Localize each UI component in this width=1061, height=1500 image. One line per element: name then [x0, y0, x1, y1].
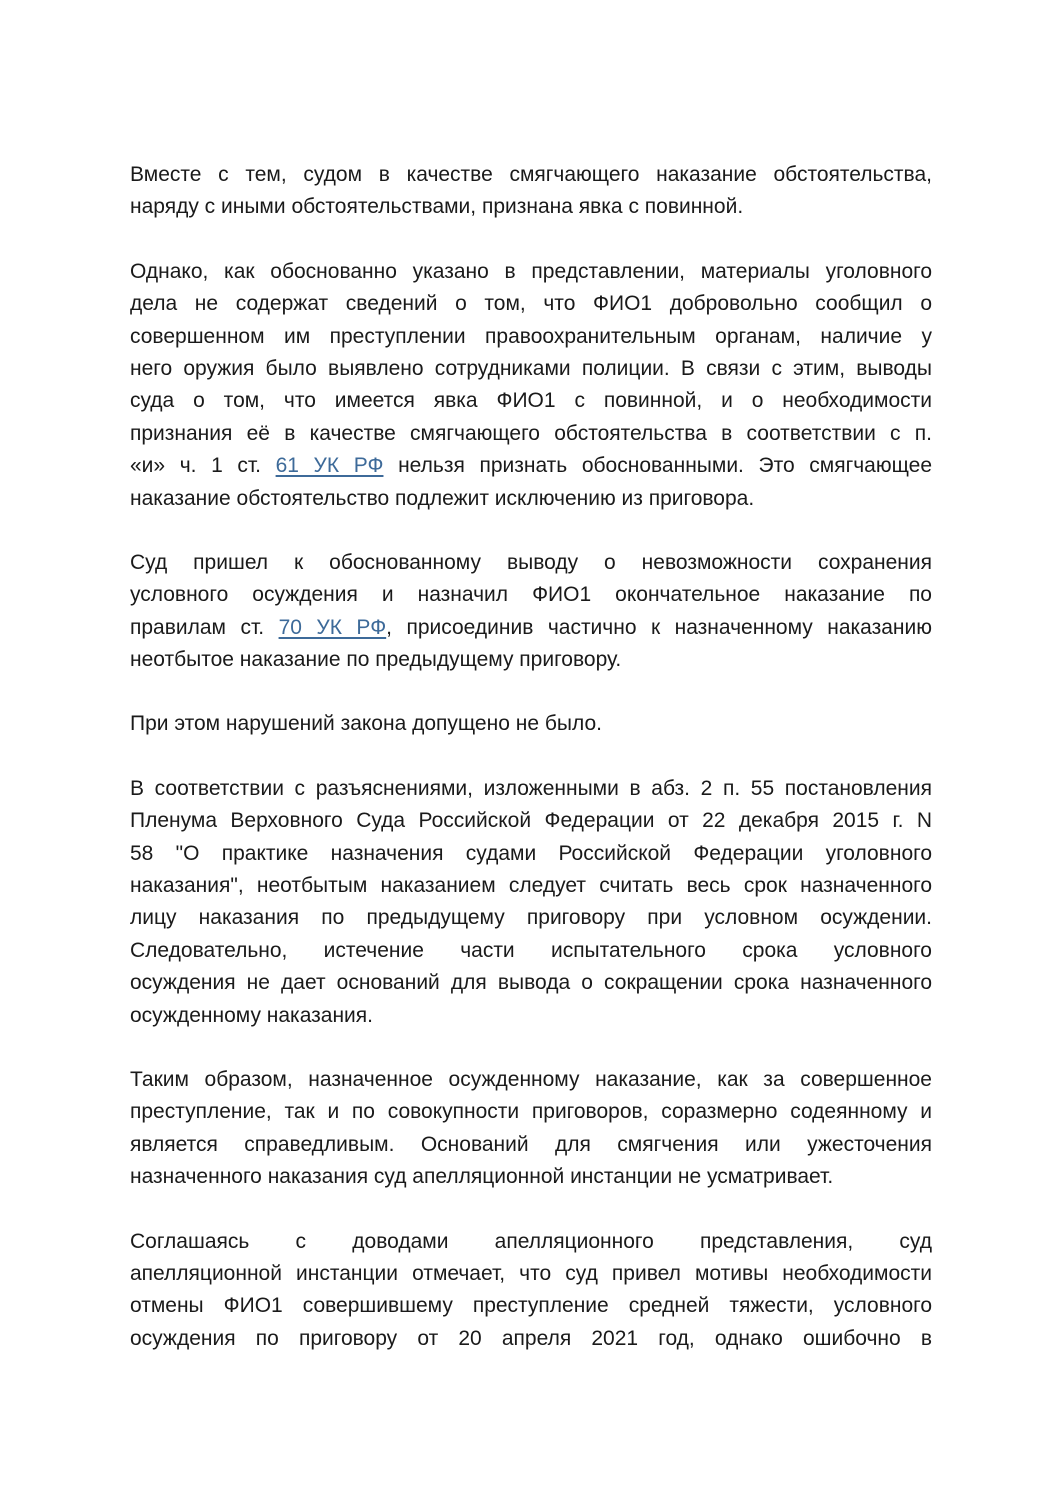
text-line: лицу наказания по предыдущему приговору при условном осуждении.	[130, 906, 932, 930]
text-line: суда о том, что имеется явка ФИО1 с повинной, и о необходимости	[130, 389, 932, 413]
paragraph	[130, 1064, 932, 1194]
text-line: В соответствии с разъяснениями, изложенными в абз. 2 п. 55 постановления	[130, 776, 932, 800]
text-line: него оружия было выявлено сотрудниками полиции. В связи с этим, выводы	[130, 356, 932, 380]
text-line: Следовательно, истечение части испытательного срока условного	[130, 938, 932, 962]
text-line: дела не содержат сведений о том, что ФИО1 добровольно сообщил о	[130, 292, 932, 316]
text-line: наказания", неотбытым наказанием следует считать весь срок назначенного	[130, 874, 932, 898]
law-article-link[interactable]: 61 УК РФ	[275, 454, 384, 478]
text-line: осуждения не дает оснований для вывода о сокращении срока назначенного	[130, 971, 932, 995]
text-line: признания её в качестве смягчающего обстоятельства в соответствии с п.	[130, 421, 932, 445]
text-line: осуждения по приговору от 20 апреля 2021 год, однако ошибочно в	[130, 1326, 932, 1350]
text-line: отмены ФИО1 совершившему преступление средней тяжести, условного	[130, 1294, 932, 1318]
text-line: наказание обстоятельство подлежит исключению из приговора.	[130, 486, 755, 510]
text-line: преступление, так и по совокупности приговоров, соразмерно содеянному и	[130, 1100, 932, 1124]
text-line: Вместе с тем, судом в качестве смягчающего наказание обстоятельства,	[130, 163, 932, 186]
text-segment: правилам ст.	[130, 615, 265, 639]
text-line: При этом нарушений закона допущено не было.	[130, 712, 602, 736]
paragraph	[130, 256, 932, 515]
text-line: совершенном им преступлении правоохранительным органам, наличие у	[130, 324, 932, 348]
text-line: наряду с иными обстоятельствами, признана явка с повинной.	[130, 195, 744, 219]
paragraph	[130, 708, 932, 740]
text-line: является справедливым. Оснований для смягчения или ужесточения	[130, 1132, 932, 1156]
paragraph	[130, 773, 932, 1032]
text-segment: нельзя признать обоснованными. Это смягчающее	[398, 454, 932, 478]
text-line: назначенного наказания суд апелляционной инстанции не усматривает.	[130, 1165, 834, 1189]
text-segment: «и» ч. 1 ст.	[130, 454, 261, 478]
paragraph	[130, 1226, 932, 1356]
text-line: неотбытое наказание по предыдущему приговору.	[130, 648, 622, 672]
text-line: апелляционной инстанции отмечает, что суд привел мотивы необходимости	[130, 1261, 932, 1285]
text-line: Суд пришел к обоснованному выводу о невозможности сохранения	[130, 550, 932, 574]
text-line: Таким образом, назначенное осужденному наказание, как за совершенное	[130, 1067, 932, 1091]
text-segment: , присоединив частично к назначенному наказанию	[386, 615, 932, 639]
text-line: 58 "О практике назначения судами Российской Федерации уголовного	[130, 841, 932, 865]
text-line: Пленума Верховного Суда Российской Федерации от 22 декабря 2015 г. N	[130, 809, 932, 833]
document-page	[130, 159, 932, 1387]
text-line	[130, 450, 932, 482]
text-line: условного осуждения и назначил ФИО1 окончательное наказание по	[130, 583, 932, 607]
text-line: Соглашаясь с доводами апелляционного представления, суд	[130, 1229, 932, 1253]
paragraph	[130, 159, 932, 224]
law-article-link[interactable]: 70 УК РФ	[278, 615, 387, 639]
text-line	[130, 612, 932, 644]
paragraph	[130, 547, 932, 677]
text-line: Однако, как обоснованно указано в представлении, материалы уголовного	[130, 259, 932, 283]
text-line: осужденному наказания.	[130, 1003, 373, 1027]
